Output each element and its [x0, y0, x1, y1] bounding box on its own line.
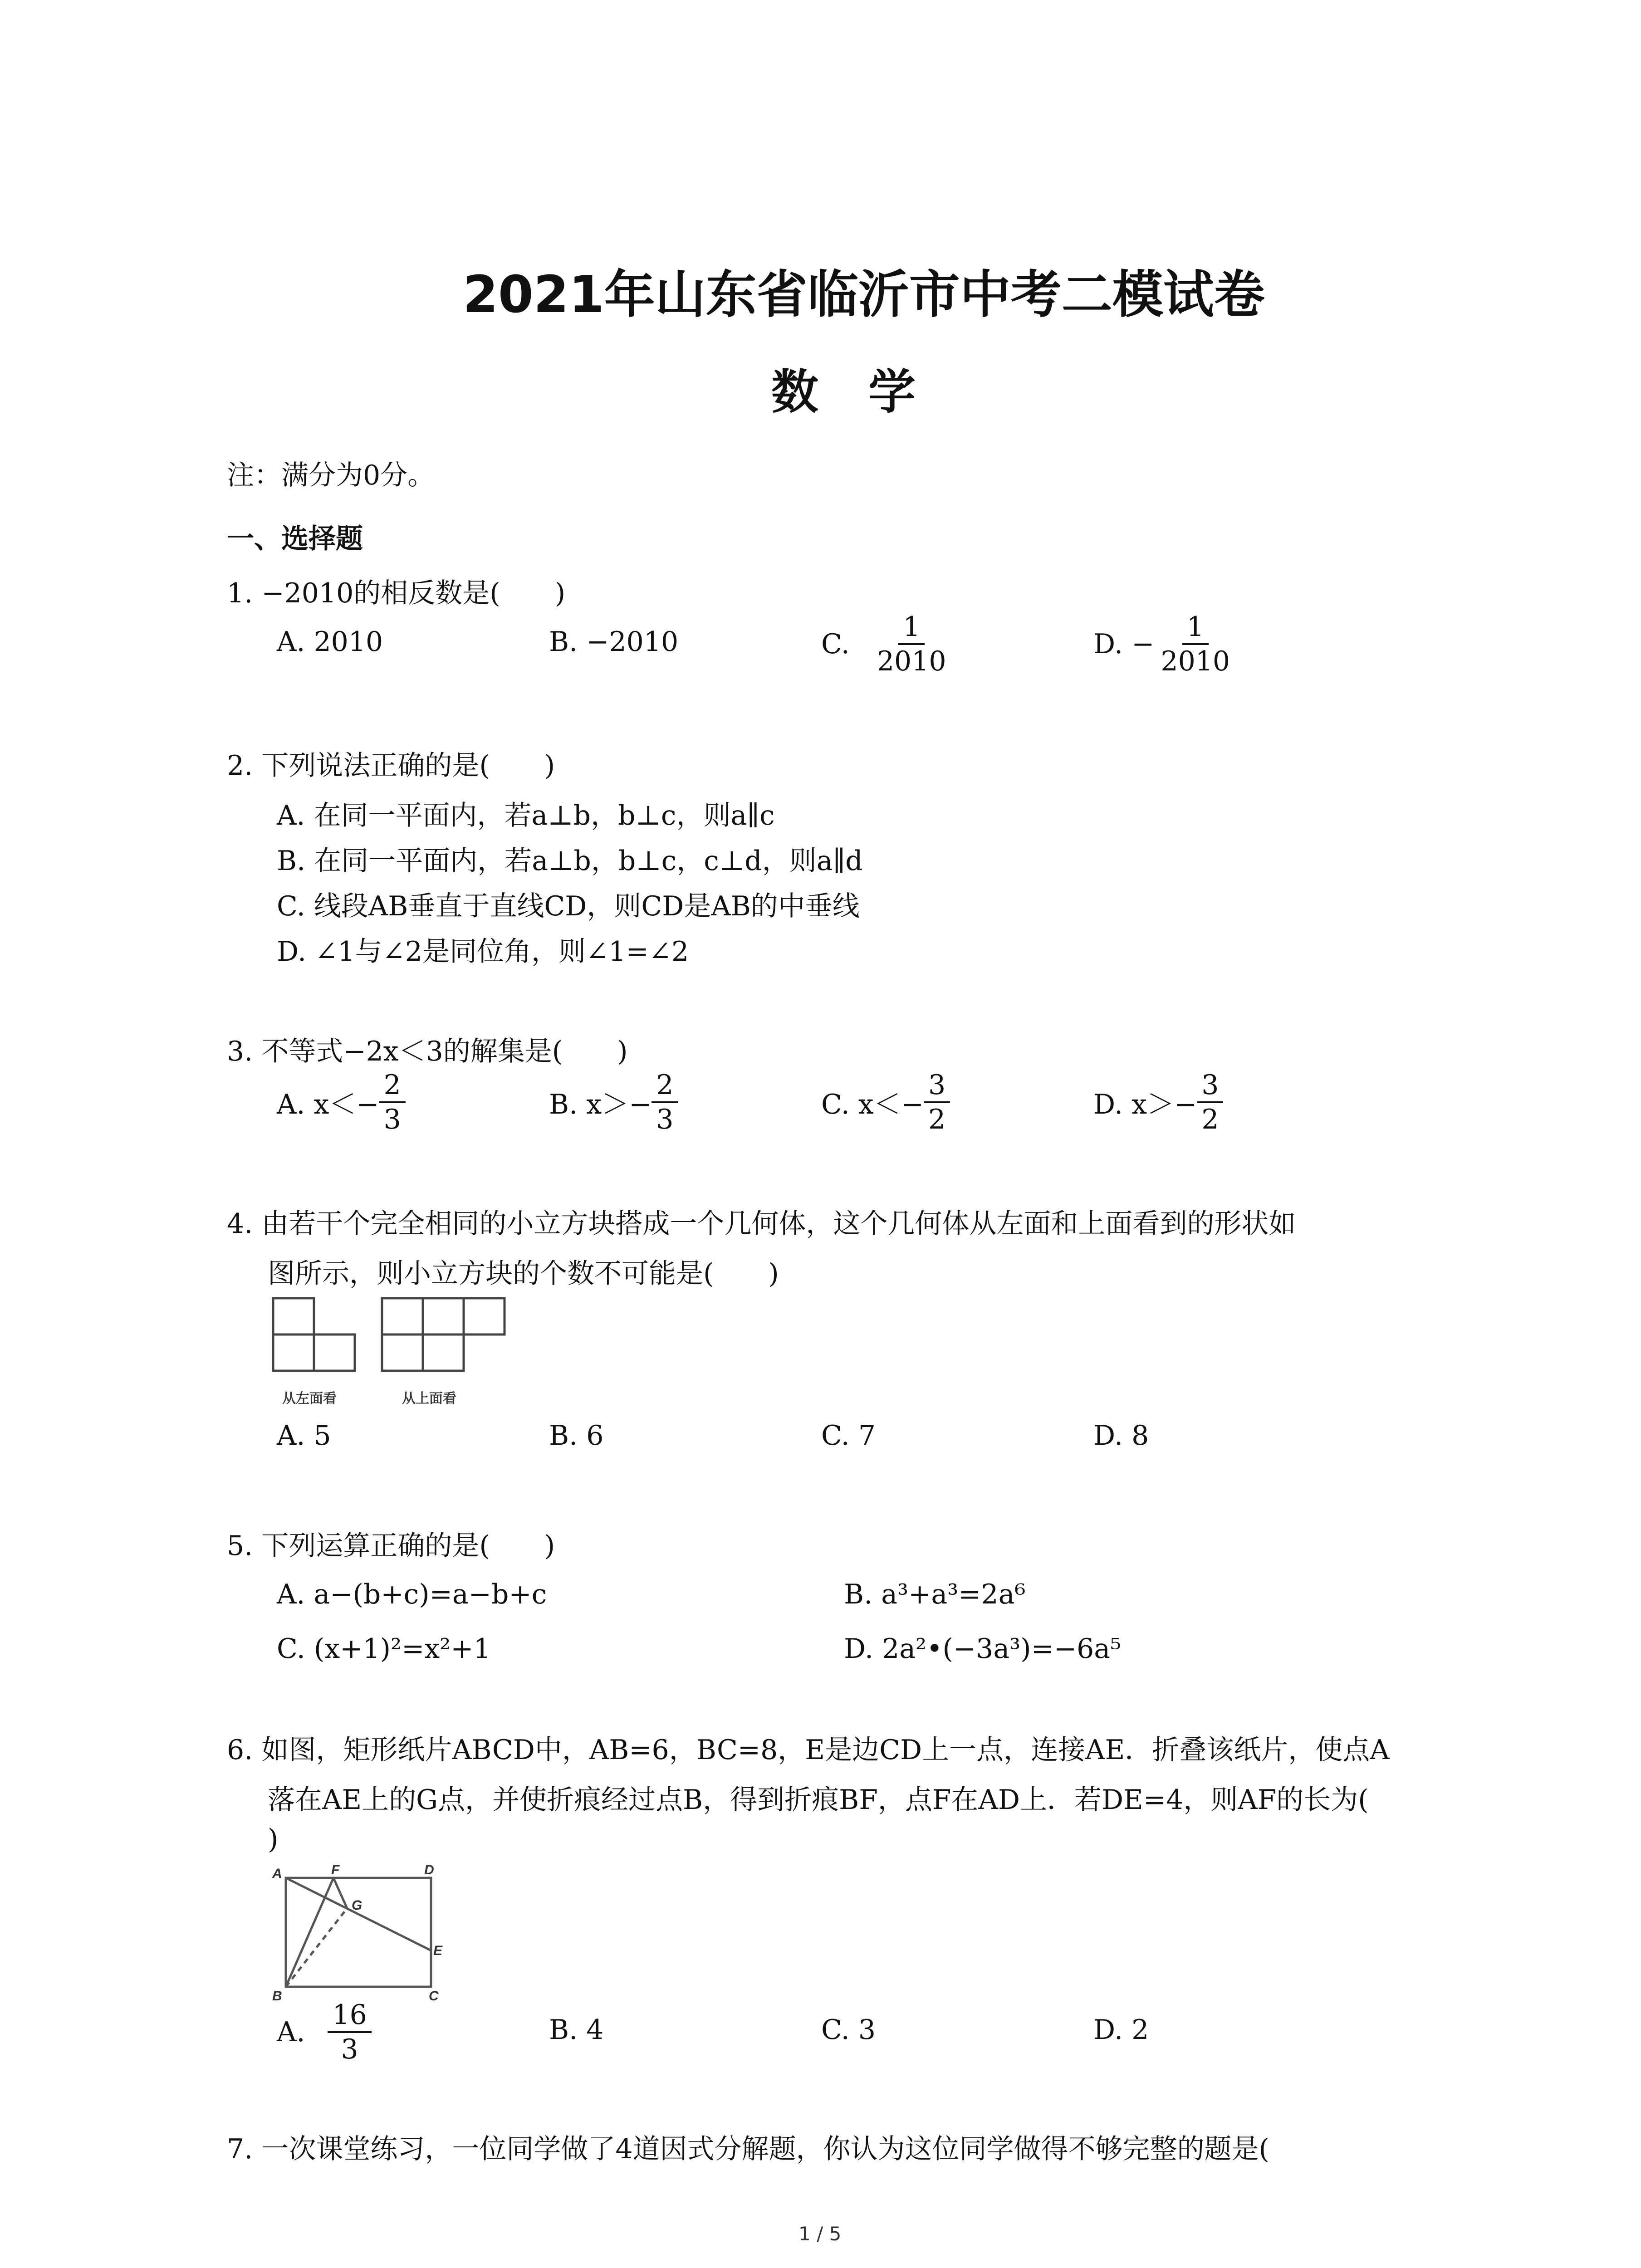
question-7-stem: 7. 一次课堂练习，一位同学做了4道因式分解题，你认为这位同学做得不够完整的题是( — [227, 2133, 1269, 2165]
section-title: 一、选择题 — [227, 523, 363, 555]
question-4-stem-line2: 图所示，则小立方块的个数不可能是( ) — [268, 1258, 779, 1290]
q2-option-b: B. 在同一平面内，若a⊥b，b⊥c，c⊥d，则a∥d — [277, 845, 863, 877]
left-view-label: 从左面看 — [282, 1391, 337, 1407]
top-view-cell — [382, 1334, 423, 1371]
subject-title: 数学 — [771, 364, 966, 420]
option-text: D. x＞− — [1093, 1089, 1197, 1120]
q5-option-b: B. a³+a³=2a⁶ — [844, 1579, 1026, 1610]
q1-option-a: A. 2010 — [277, 626, 383, 658]
fraction — [924, 1071, 950, 1133]
q4-option-c: C. 7 — [821, 1420, 876, 1452]
denominator: 2 — [1201, 1104, 1219, 1135]
option-letter: A. — [277, 2016, 305, 2048]
numerator: 3 — [1197, 1071, 1223, 1103]
question-6-stem-line2: 落在AE上的G点，并使折痕经过点B，得到折痕BF，点F在AD上．若DE=4，则AF的长为( — [268, 1784, 1369, 1816]
q2-option-d: D. ∠1与∠2是同位角，则∠1=∠2 — [277, 936, 689, 968]
question-2-stem: 2. 下列说法正确的是( ) — [227, 750, 555, 782]
top-view-label: 从上面看 — [402, 1391, 456, 1407]
question-4-stem-line1: 4. 由若干个完全相同的小立方块搭成一个几何体，这个几何体从左面和上面看到的形状如 — [227, 1208, 1296, 1240]
label-d: D — [424, 1864, 434, 1877]
q1-option-b: B. −2010 — [549, 626, 679, 658]
top-view-cell — [423, 1334, 464, 1371]
question-5-stem: 5. 下列运算正确的是( ) — [227, 1530, 555, 1562]
label-a: A — [272, 1866, 282, 1881]
left-view-cell — [273, 1298, 314, 1334]
label-e: E — [433, 1943, 443, 1958]
q6-option-d: D. 2 — [1093, 2014, 1149, 2046]
denominator: 3 — [341, 2033, 358, 2065]
q5-option-c: C. (x+1)²=x²+1 — [277, 1633, 491, 1665]
option-text: C. x＜− — [821, 1089, 924, 1120]
numerator: 1 — [1182, 613, 1209, 645]
q4-option-d: D. 8 — [1093, 1420, 1149, 1452]
segment-bg-dashed — [286, 1908, 347, 1987]
q2-option-a: A. 在同一平面内，若a⊥b，b⊥c，则a∥c — [277, 800, 775, 831]
q5-option-a: A. a−(b+c)=a−b+c — [277, 1579, 547, 1610]
option-letter: D. − — [1093, 628, 1155, 660]
label-g: G — [352, 1898, 362, 1913]
numerator: 16 — [328, 2001, 371, 2033]
segment-bf — [286, 1878, 333, 1987]
question-3-stem: 3. 不等式−2x＜3的解集是( ) — [227, 1036, 628, 1067]
top-view-cell — [464, 1298, 505, 1334]
q3-option-a — [277, 1057, 406, 1148]
q6-option-b: B. 4 — [549, 2014, 604, 2046]
numerator: 2 — [379, 1071, 406, 1103]
fraction — [1156, 613, 1234, 675]
denominator: 2 — [928, 1104, 946, 1135]
q3-option-c — [821, 1057, 950, 1148]
option-letter: C. — [821, 628, 850, 660]
numerator: 2 — [652, 1071, 678, 1103]
fraction — [652, 1071, 678, 1133]
numerator: 3 — [924, 1071, 950, 1103]
fraction — [328, 2001, 371, 2063]
q1-option-d — [1093, 594, 1234, 694]
q3-option-d — [1093, 1057, 1223, 1148]
question-6-stem-line1: 6. 如图，矩形纸片ABCD中，AB=6，BC=8，E是边CD上一点，连接AE．折叠该纸片，使点A — [227, 1734, 1390, 1766]
option-text: A. x＜− — [277, 1089, 379, 1120]
fraction — [379, 1071, 406, 1133]
q2-option-c: C. 线段AB垂直于直线CD，则CD是AB的中垂线 — [277, 890, 860, 922]
question-6-stem-line3: ) — [268, 1823, 279, 1855]
top-view-cell — [382, 1298, 423, 1334]
left-view-cell — [314, 1334, 355, 1371]
q4-option-b: B. 6 — [549, 1420, 604, 1452]
rectangle-figure — [268, 1864, 449, 2005]
page-title: 2021年山东省临沂市中考二模试卷 — [463, 265, 1265, 324]
q3-option-b — [549, 1057, 678, 1148]
numerator: 1 — [898, 613, 925, 645]
denominator: 3 — [383, 1104, 401, 1135]
q4-option-a: A. 5 — [277, 1420, 331, 1452]
question-1-stem: 1. −2010的相反数是( ) — [227, 577, 566, 609]
q1-option-c — [821, 594, 951, 694]
q6-option-c: C. 3 — [821, 2014, 876, 2046]
fraction — [1197, 1071, 1223, 1133]
score-note: 注：满分为0分。 — [227, 459, 435, 491]
label-b: B — [272, 1989, 282, 2004]
top-view-cell — [423, 1298, 464, 1334]
rectangle-abcd — [286, 1878, 431, 1987]
label-c: C — [429, 1989, 439, 2004]
left-view-cell — [273, 1334, 314, 1371]
page-number: 1 / 5 — [798, 2223, 842, 2245]
denominator: 2010 — [1161, 645, 1230, 677]
q5-option-d: D. 2a²•(−3a³)=−6a⁵ — [844, 1633, 1122, 1665]
option-text: B. x＞− — [549, 1089, 652, 1120]
fraction — [872, 613, 951, 675]
label-f: F — [331, 1864, 340, 1877]
denominator: 3 — [656, 1104, 674, 1135]
denominator: 2010 — [877, 645, 946, 677]
q6-option-a — [277, 1987, 372, 2077]
